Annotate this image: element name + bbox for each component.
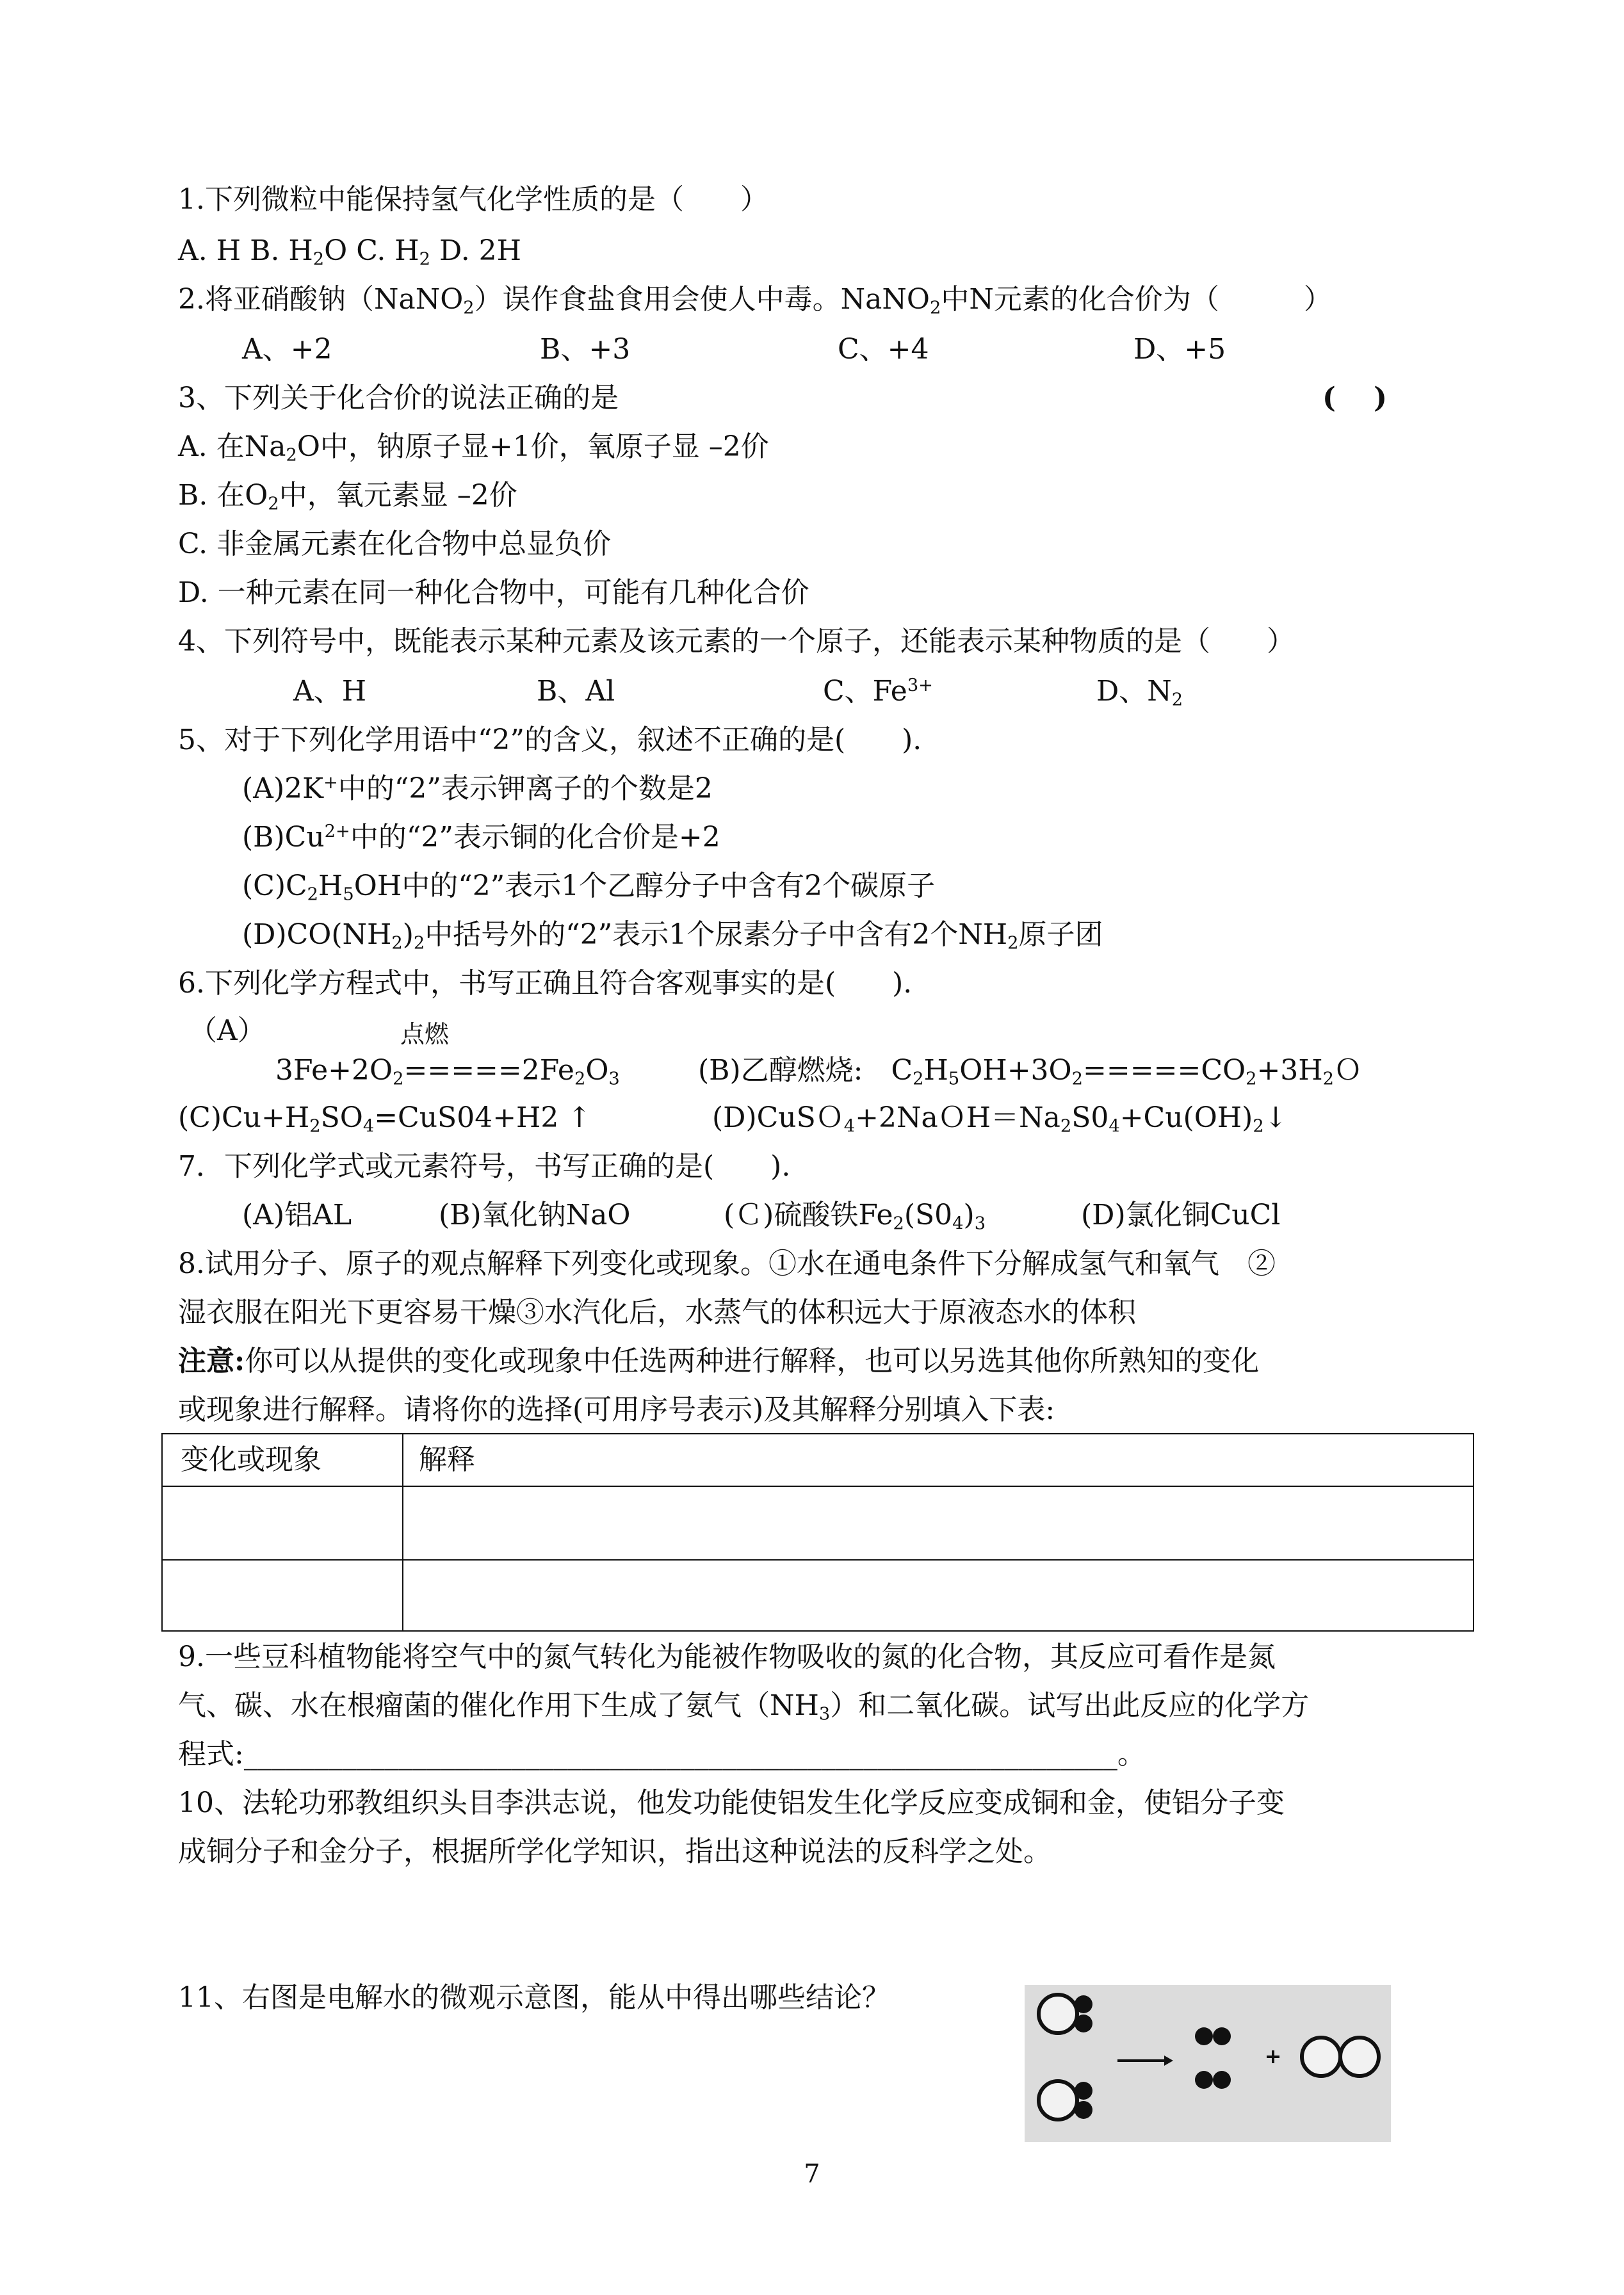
q9-line-1: 9.一些豆科植物能将空气中的氮气转化为能被作物吸收的氮的化合物，其反应可看作是氮 <box>178 1641 1276 1673</box>
q1-options: A. H B. $H_2O$ C. $H_2$ D. 2H <box>178 234 522 270</box>
water-molecule-icon <box>1039 2081 1092 2120</box>
table-cell-row1-explanation[interactable] <box>403 1487 1473 1558</box>
q5-option-c: $(C)C_2H_5OH$中的“2”表示1个乙醇分子中含有2个碳原子 <box>242 870 936 905</box>
q4-option-d: D、$N_2$ <box>1096 675 1183 710</box>
q3-stem: 3、下列关于化合价的说法正确的是 <box>178 382 619 414</box>
q11-stem: 11、右图是电解水的微观示意图，能从中得出哪些结论？ <box>178 1981 890 2014</box>
q6-option-c: $(C)Cu+H_2SO_4=CuS04+H2$ ↑ <box>178 1101 592 1137</box>
q3-option-d: D. 一种元素在同一种化合物中，可能有几种化合价 <box>178 576 809 609</box>
q2-option-b: B、+3 <box>540 333 631 366</box>
water-molecule-icon <box>1039 1995 1092 2033</box>
oxygen-molecule-icon <box>1302 2038 1379 2076</box>
q6-option-d: $(D)CuSO_4+2NaOH=Na_2S0_4+Cu(OH)_2↓$ <box>712 1101 1288 1137</box>
q10-line-2: 成铜分子和金分子，根据所学化学知识，指出这种说法的反科学之处。 <box>178 1835 1052 1868</box>
q3-answer-paren: ( ) <box>1322 382 1387 414</box>
q2-option-d: D、+5 <box>1133 333 1226 366</box>
hydrogen-molecule-icon <box>1195 2071 1231 2089</box>
q3-option-b: B. 在$O_2$中，氧元素显 –2价 <box>178 479 517 514</box>
q5-stem: 5、对于下列化学用语中“2”的含义，叙述不正确的是( ). <box>178 724 922 756</box>
q5-option-b: $(B)Cu^{2+}$中的“2”表示铜的化合价是+2 <box>242 821 720 854</box>
q7-option-b: (B)氧化钠NaO <box>439 1199 631 1231</box>
q6-condition-label: 点燃 <box>400 1020 450 1048</box>
q3-option-a: A. 在$Na_2O$中，钠原子显+1价，氧原子显 –2价 <box>178 430 769 466</box>
q4-stem: 4、下列符号中，既能表示某种元素及该元素的一个原子，还能表示某种物质的是（ ） <box>178 625 1295 658</box>
q5-option-d: $(D)CO(NH_2)_2$中括号外的“2”表示1个尿素分子中含有2个$NH_2$原子团 <box>242 918 1103 953</box>
electrolysis-diagram-svg <box>1025 1985 1391 2142</box>
answer-table <box>161 1433 1474 1632</box>
q10-line-1: 10、法轮功邪教组织头目李洪志说，他发功能使铝发生化学反应变成铜和金，使铝分子变 <box>178 1787 1285 1819</box>
q9-line-2: 气、碳、水在根瘤菌的催化作用下生成了氨气$(NH_3)$和二氧化碳。试写出此反应的化学方 <box>178 1689 1310 1724</box>
hydrogen-molecule-icon <box>1195 2027 1231 2045</box>
q2-stem: 2.将亚硝酸钠（NaNO$_2$）误作食盐食用会使人中毒。NaNO$_2$中N元素的化合价为（ ） <box>178 283 1332 318</box>
q1-stem: 1.下列微粒中能保持氢气化学性质的是（ ） <box>178 183 768 216</box>
table-cell-row2-phenomenon[interactable] <box>163 1561 401 1630</box>
table-cell-row2-explanation[interactable] <box>403 1561 1473 1630</box>
q6-option-b: (B)乙醇燃烧: $C_2H_5OH+3O_2=====CO_2+3H_2O$ <box>698 1054 1363 1089</box>
reaction-arrow-icon <box>1117 2056 1173 2066</box>
q8-note-line-1: 注意:你可以从提供的变化或现象中任选两种进行解释，也可以另选其他你所熟知的变化 <box>178 1345 1260 1377</box>
q5-option-a: (A)2K+中的“2”表示钾离子的个数是2 <box>242 772 713 805</box>
table-cell-row1-phenomenon[interactable] <box>163 1487 401 1558</box>
q2-option-a: A、+2 <box>242 333 332 366</box>
q6-option-a-label: （A） <box>189 1014 266 1047</box>
q8-line-2: 湿衣服在阳光下更容易干燥③水汽化后，水蒸气的体积远大于原液态水的体积 <box>178 1296 1136 1329</box>
electrolysis-diagram <box>1025 1985 1391 2142</box>
q6-stem: 6.下列化学方程式中，书写正确且符合客观事实的是( ). <box>178 967 913 1000</box>
q7-stem: 7．下列化学式或元素符号，书写正确的是( ). <box>178 1150 791 1183</box>
q4-option-a: A、H <box>293 675 367 708</box>
table-header-phenomenon: 变化或现象 <box>181 1443 321 1476</box>
q4-option-c: C、$Fe^{3+}$ <box>823 675 934 708</box>
q6-option-a: $3Fe+2O_2=====2Fe_2O_3$ <box>275 1054 620 1089</box>
q8-line-1: 8.试用分子、原子的观点解释下列变化或现象。①水在通电条件下分解成氢气和氧气 ② <box>178 1247 1276 1280</box>
q7-option-d: (D)氯化铜CuCl <box>1081 1199 1281 1231</box>
q7-option-a: (A)铝AL <box>242 1199 352 1231</box>
q8-note-line-2: 或现象进行解释。请将你的选择(可用序号表示)及其解释分别填入下表: <box>178 1393 1055 1426</box>
q3-option-c: C. 非金属元素在化合物中总显负价 <box>178 528 612 560</box>
q4-option-b: B、Al <box>537 675 615 708</box>
page-number: 7 <box>804 2159 820 2189</box>
q2-option-c: C、+4 <box>838 333 929 366</box>
plus-icon <box>1267 2050 1279 2063</box>
q7-option-c: (Ｃ)硫酸铁$Fe_2(S0_4)_3$ <box>724 1199 986 1234</box>
q9-answer-line[interactable]: 程式:______________________________________________________________。 <box>178 1738 1146 1771</box>
table-header-explanation: 解释 <box>419 1443 475 1476</box>
